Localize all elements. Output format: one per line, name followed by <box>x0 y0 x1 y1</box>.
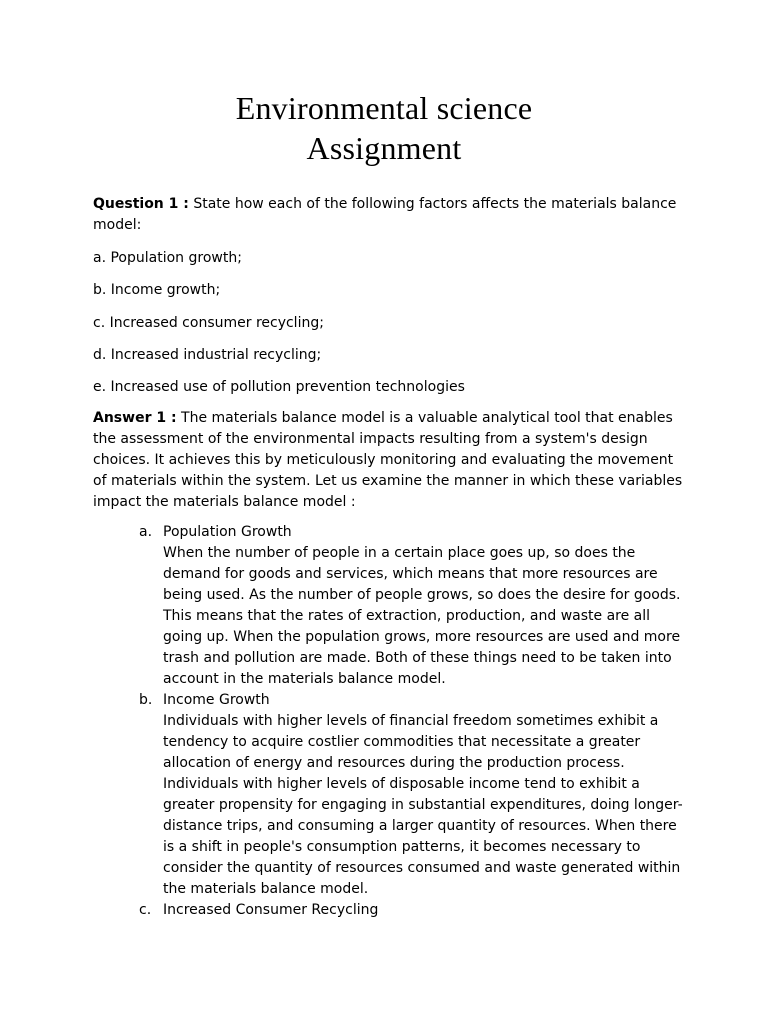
list-marker: c. <box>139 902 152 918</box>
question-label: Question 1 : <box>93 196 189 212</box>
answer-list <box>139 522 684 921</box>
answer-paragraph <box>93 408 683 513</box>
question-option-d: d. Increased industrial recycling; <box>93 347 322 363</box>
question-option-b: b. Income growth; <box>93 282 221 298</box>
list-item-heading: Income Growth <box>163 692 270 708</box>
document-title-line-2: Assignment <box>306 130 462 166</box>
question-paragraph <box>93 194 683 236</box>
answer-text: The materials balance model is a valuable analytical tool that enables the assessment of the environmental impacts resulting from a system's design choices. It achieves this by meticulously monitoring and evaluating the movement of materials within the system. Let us examine the manner in which these variables impact the materials balance model : <box>93 410 683 510</box>
question-option-c: c. Increased consumer recycling; <box>93 315 324 331</box>
list-item-body: When the number of people in a certain place goes up, so does the demand for goods and services, which means that more resources are being used. As the number of people grows, so does the desire for goods. This means that the rates of extraction, production, and waste are all going up. When the population grows, more resources are used and more trash and pollution are made. Both of these things need to be taken into account in the materials balance model. <box>163 545 681 687</box>
document-title-line-1: Environmental science <box>235 90 533 126</box>
list-item-heading: Increased Consumer Recycling <box>163 902 379 918</box>
list-marker: a. <box>139 524 153 540</box>
list-item-population-growth <box>139 522 684 690</box>
list-marker: b. <box>139 692 153 708</box>
list-item-income-growth <box>139 690 684 900</box>
list-item-consumer-recycling <box>139 900 684 921</box>
question-option-e: e. Increased use of pollution prevention technologies <box>93 379 465 395</box>
answer-label: Answer 1 : <box>93 410 177 426</box>
list-item-body: Individuals with higher levels of financial freedom sometimes exhibit a tendency to acquire costlier commodities that necessitate a greater allocation of energy and resources during the production process. Individuals with higher levels of disposable income tend to exhibit a greater propensity for engaging in substantial expenditures, doing longer-distance trips, and consuming a larger quantity of resources. When there is a shift in people's consumption patterns, it becomes necessary to consider the quantity of resources consumed and waste generated within the materials balance model. <box>163 713 683 897</box>
list-item-heading: Population Growth <box>163 524 292 540</box>
question-text: State how each of the following factors affects the materials balance model: <box>93 196 677 233</box>
question-option-a: a. Population growth; <box>93 250 242 266</box>
